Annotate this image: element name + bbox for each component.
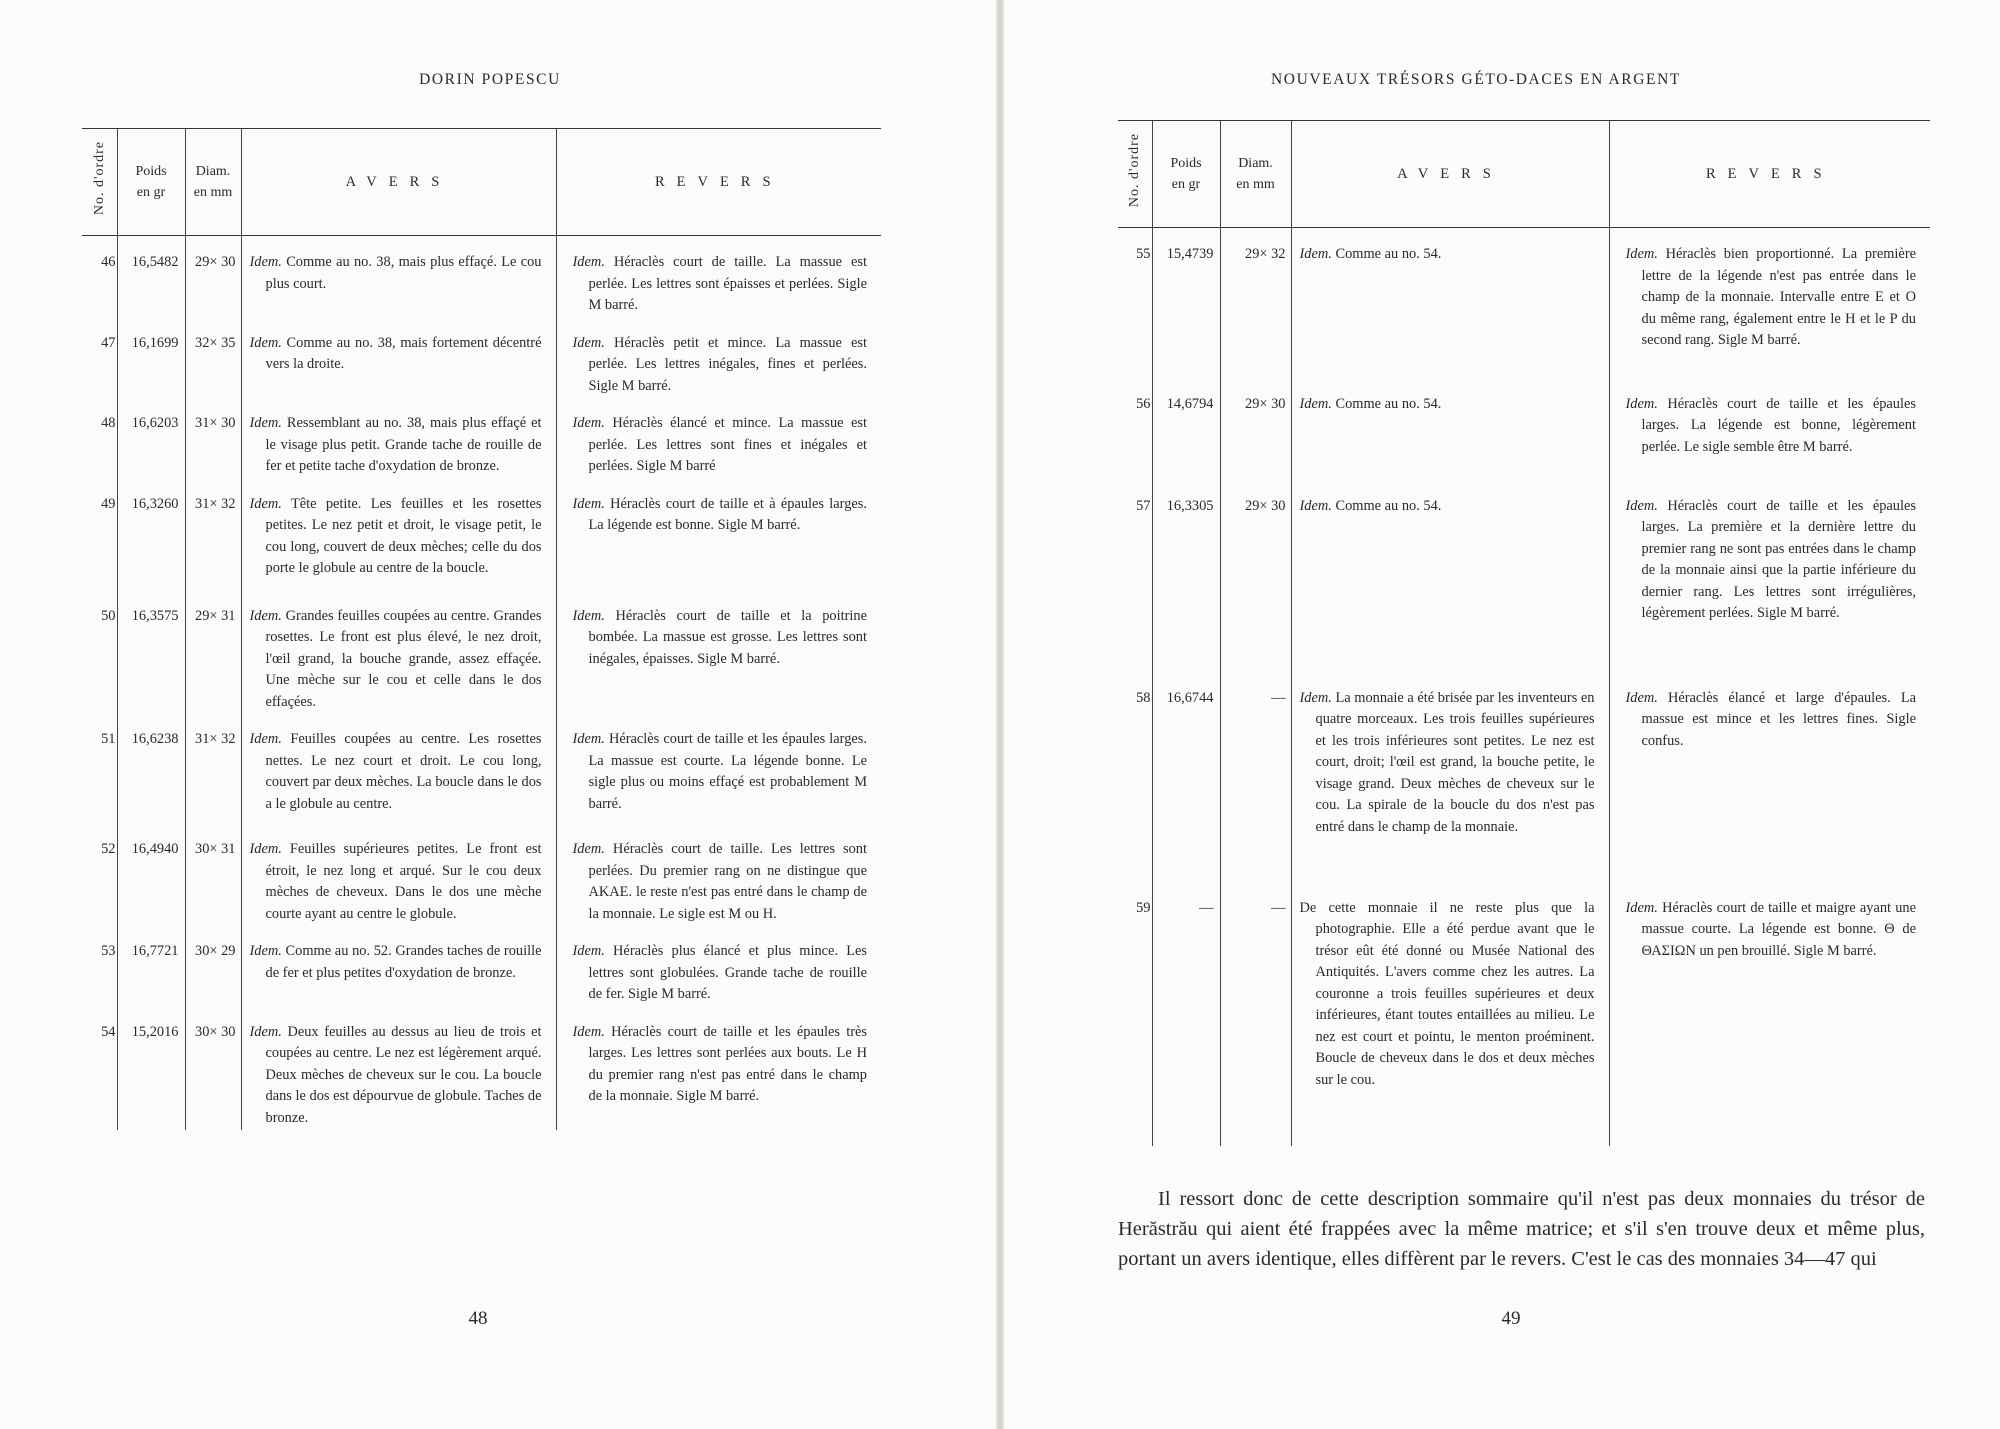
- table-row: [82, 713, 881, 823]
- weight-cell: 16,6203: [117, 397, 185, 478]
- avers-description: Idem. Comme au no. 54.: [1291, 480, 1609, 672]
- diameter-cell: —: [1220, 882, 1291, 1146]
- header-ordre: No. d'ordre: [82, 129, 117, 236]
- row-number: 56: [1136, 395, 1151, 412]
- weight-cell: 15,4739: [1152, 228, 1220, 378]
- revers-description: Idem. Héraclès court de taille et les épaules larges. La massue est courte. La légende bonne. Le sigle plus ou moins effaçé est probablement M barré.: [556, 713, 881, 823]
- diameter-cell: 30× 30: [185, 1006, 241, 1130]
- weight-cell: 16,4940: [117, 823, 185, 925]
- weight-cell: 16,7721: [117, 925, 185, 1006]
- left-page: [0, 0, 996, 1429]
- table-row: [1118, 672, 1930, 882]
- diameter-cell: 31× 32: [185, 713, 241, 823]
- table-row: [82, 236, 881, 317]
- row-number: 47: [101, 334, 116, 351]
- row-number: 46: [101, 254, 116, 270]
- closing-paragraph: Il ressort donc de cette description sommaire qu'il n'est pas deux monnaies du trésor de Herăstrău qui aient été frappées avec la même matrice; et s'il s'en trouve deux et même plus, portant un avers identique, elles diffèrent par le revers. C'est le cas des monnaies 34—47 qui: [1118, 1188, 1925, 1270]
- table-row: [82, 925, 881, 1006]
- weight-cell: 16,1699: [117, 317, 185, 398]
- row-number: 52: [101, 841, 116, 857]
- table-row: [1118, 882, 1930, 1146]
- revers-description: Idem. Héraclès élancé et mince. La massue est perlée. Les lettres sont fines et inégales et perlées. Sigle M barré: [556, 397, 881, 478]
- page-number: 48: [468, 1308, 488, 1329]
- row-number: 58: [1136, 689, 1151, 706]
- header-revers: REVERS: [1609, 121, 1930, 228]
- weight-cell: 16,3575: [117, 590, 185, 714]
- header-poids: Poids en gr: [1152, 121, 1220, 228]
- table-row: [82, 317, 881, 398]
- book-gutter: [996, 0, 1004, 1429]
- header-diam: Diam. en mm: [185, 129, 241, 236]
- header-poids: Poids en gr: [117, 129, 185, 236]
- table-header-row: [82, 129, 881, 236]
- revers-description: Idem. Héraclès élancé et large d'épaules. La massue est mince et les lettres fines. Sigle confus.: [1609, 672, 1930, 882]
- table-row: [82, 478, 881, 590]
- table-row: [1118, 228, 1930, 378]
- avers-description: Idem. Comme au no. 54.: [1291, 378, 1609, 480]
- diameter-cell: —: [1220, 672, 1291, 882]
- table-header-row: [1118, 121, 1930, 228]
- weight-cell: 16,6238: [117, 713, 185, 823]
- diameter-cell: 29× 30: [1220, 480, 1291, 672]
- header-avers: AVERS: [241, 129, 556, 236]
- avers-description: Idem. Grandes feuilles coupées au centre. Grandes rosettes. Le front est plus élevé, le nez droit, l'œil grand, la bouche grande, assez effaçée. Une mèche sur le cou et celle dans le dos effaçées.: [241, 590, 556, 714]
- diameter-cell: 30× 31: [185, 823, 241, 925]
- revers-description: Idem. Héraclès court de taille. La massue est perlée. Les lettres sont épaisses et perlées. Sigle M barré.: [556, 236, 881, 317]
- avers-description: Idem. Feuilles supérieures petites. Le front est étroit, le nez long et arqué. Sur le cou deux mèches de cheveux. Dans le dos une mèche courte ayant au centre le globule.: [241, 823, 556, 925]
- diameter-cell: 32× 35: [185, 317, 241, 398]
- weight-cell: 15,2016: [117, 1006, 185, 1130]
- row-number: 49: [101, 495, 116, 512]
- avers-description: Idem. Comme au no. 38, mais plus effaçé. Le cou plus court.: [241, 236, 556, 317]
- row-number: 53: [101, 943, 116, 959]
- avers-description: Idem. Tête petite. Les feuilles et les rosettes petites. Le nez petit et droit, le visage petit, le cou long, couvert de deux mèches; celle du dos porte le globule au centre de la boucle.: [241, 478, 556, 590]
- avers-description: Idem. Comme au no. 38, mais fortement décentré vers la droite.: [241, 317, 556, 398]
- table-row: [82, 823, 881, 925]
- revers-description: Idem. Héraclès plus élancé et plus mince. Les lettres sont globulées. Grande tache de rouille de fer. Sigle M barré.: [556, 925, 881, 1006]
- header-ordre: No. d'ordre: [1118, 121, 1152, 228]
- avers-description: Idem. Comme au no. 54.: [1291, 228, 1609, 378]
- row-number: 59: [1136, 899, 1151, 916]
- revers-description: Idem. Héraclès court de taille et les épaules très larges. Les lettres sont perlées aux bouts. Le H du premier rang n'est pas entré dans le champ de la monnaie. Sigle M barré.: [556, 1006, 881, 1130]
- header-diam: Diam. en mm: [1220, 121, 1291, 228]
- weight-cell: 16,3305: [1152, 480, 1220, 672]
- table-row: [82, 590, 881, 714]
- avers-description: Idem. La monnaie a été brisée par les inventeurs en quatre morceaux. Les trois feuilles supérieures et les trois inférieures sont petites. Le nez est court, droit; l'œil est grand, la bouche petite, le visage grand. Deux mèches de cheveux sur le cou. La spirale de la boucle du dos n'est pas entré dans le champ de la monnaie.: [1291, 672, 1609, 882]
- avers-description: Idem. Comme au no. 52. Grandes taches de rouille de fer et plus petites d'oxydation de bronze.: [241, 925, 556, 1006]
- diameter-cell: 29× 32: [1220, 228, 1291, 378]
- running-head: DORIN POPESCU: [419, 71, 561, 88]
- revers-description: Idem. Héraclès petit et mince. La massue est perlée. Les lettres inégales, fines et perlées. Sigle M barré.: [556, 317, 881, 398]
- table-row: [1118, 378, 1930, 480]
- revers-description: Idem. Héraclès court de taille et les épaules larges. La première et la dernière lettre du premier rang ne sont pas entrées dans le champ de la monnaie ainsi que la partie inférieure du dernier rang. Les lettres sont irrégulières, légèrement perlées. Sigle M barré.: [1609, 480, 1930, 672]
- weight-cell: 16,5482: [117, 236, 185, 317]
- diameter-cell: 29× 30: [1220, 378, 1291, 480]
- header-revers: REVERS: [556, 129, 881, 236]
- revers-description: Idem. Héraclès court de taille et les épaules larges. La légende est bonne, légèrement perlée. Le sigle semble être M barré.: [1609, 378, 1930, 480]
- revers-description: Idem. Héraclès court de taille. Les lettres sont perlées. Du premier rang on ne distingue que ΑΚΑΕ. le reste n'est pas entré dans le champ de la monnaie. Le sigle est M ou H.: [556, 823, 881, 925]
- weight-cell: 16,6744: [1152, 672, 1220, 882]
- table-row: [82, 397, 881, 478]
- avers-description: De cette monnaie il ne reste plus que la photographie. Elle a été perdue avant que le trésor eût été donné ou Musée National des Antiquités. L'avers comme chez les autres. La couronne a trois feuilles supérieures et deux inférieures, étant toutes entaillées au milieu. Le nez est court et pointu, le menton proéminent. Boucle de cheveux dans le dos et deux mèches sur le cou.: [1291, 882, 1609, 1146]
- diameter-cell: 30× 29: [185, 925, 241, 1006]
- diameter-cell: 29× 30: [185, 236, 241, 317]
- coin-table: [82, 128, 881, 1130]
- diameter-cell: 31× 30: [185, 397, 241, 478]
- row-number: 57: [1136, 497, 1151, 514]
- running-head: NOUVEAUX TRÉSORS GÉTO-DACES EN ARGENT: [1271, 71, 1681, 88]
- row-number: 54: [101, 1023, 116, 1040]
- coin-table: [1118, 120, 1930, 1146]
- row-number: 55: [1136, 246, 1151, 262]
- avers-description: Idem. Feuilles coupées au centre. Les rosettes nettes. Le nez court et droit. Le cou long, couvert par deux mèches. La boucle dans le dos a le globule au centre.: [241, 713, 556, 823]
- page-number: 49: [1501, 1308, 1521, 1329]
- table-row: [1118, 480, 1930, 672]
- revers-description: Idem. Héraclès court de taille et la poitrine bombée. La massue est grosse. Les lettres sont inégales, épaisses. Sigle M barré.: [556, 590, 881, 714]
- weight-cell: 14,6794: [1152, 378, 1220, 480]
- avers-description: Idem. Ressemblant au no. 38, mais plus effaçé et le visage plus petit. Grande tache de rouille de fer et petite tache d'oxydation de bronze.: [241, 397, 556, 478]
- revers-description: Idem. Héraclès bien proportionné. La première lettre de la légende n'est pas entrée dans le champ de la monnaie. Intervalle entre E et O du même rang, également entre le H et le P du second rang. Sigle M barré.: [1609, 228, 1930, 378]
- row-number: 50: [101, 607, 116, 624]
- header-avers: AVERS: [1291, 121, 1609, 228]
- weight-cell: 16,3260: [117, 478, 185, 590]
- diameter-cell: 31× 32: [185, 478, 241, 590]
- row-number: 48: [101, 415, 116, 431]
- table-row: [82, 1006, 881, 1130]
- weight-cell: —: [1152, 882, 1220, 1146]
- revers-description: Idem. Héraclès court de taille et maigre ayant une massue courte. La légende est bonne. Θ de ΘΑΣΙΩΝ un pen brouillé. Sigle M barré.: [1609, 882, 1930, 1146]
- revers-description: Idem. Héraclès court de taille et à épaules larges. La légende est bonne. Sigle M barré.: [556, 478, 881, 590]
- diameter-cell: 29× 31: [185, 590, 241, 714]
- row-number: 51: [101, 731, 116, 747]
- avers-description: Idem. Deux feuilles au dessus au lieu de trois et coupées au centre. Le nez est légèrement arqué. Deux mèches de cheveux sur le cou. La boucle dans le dos est dépourvue de globule. Taches de bronze.: [241, 1006, 556, 1130]
